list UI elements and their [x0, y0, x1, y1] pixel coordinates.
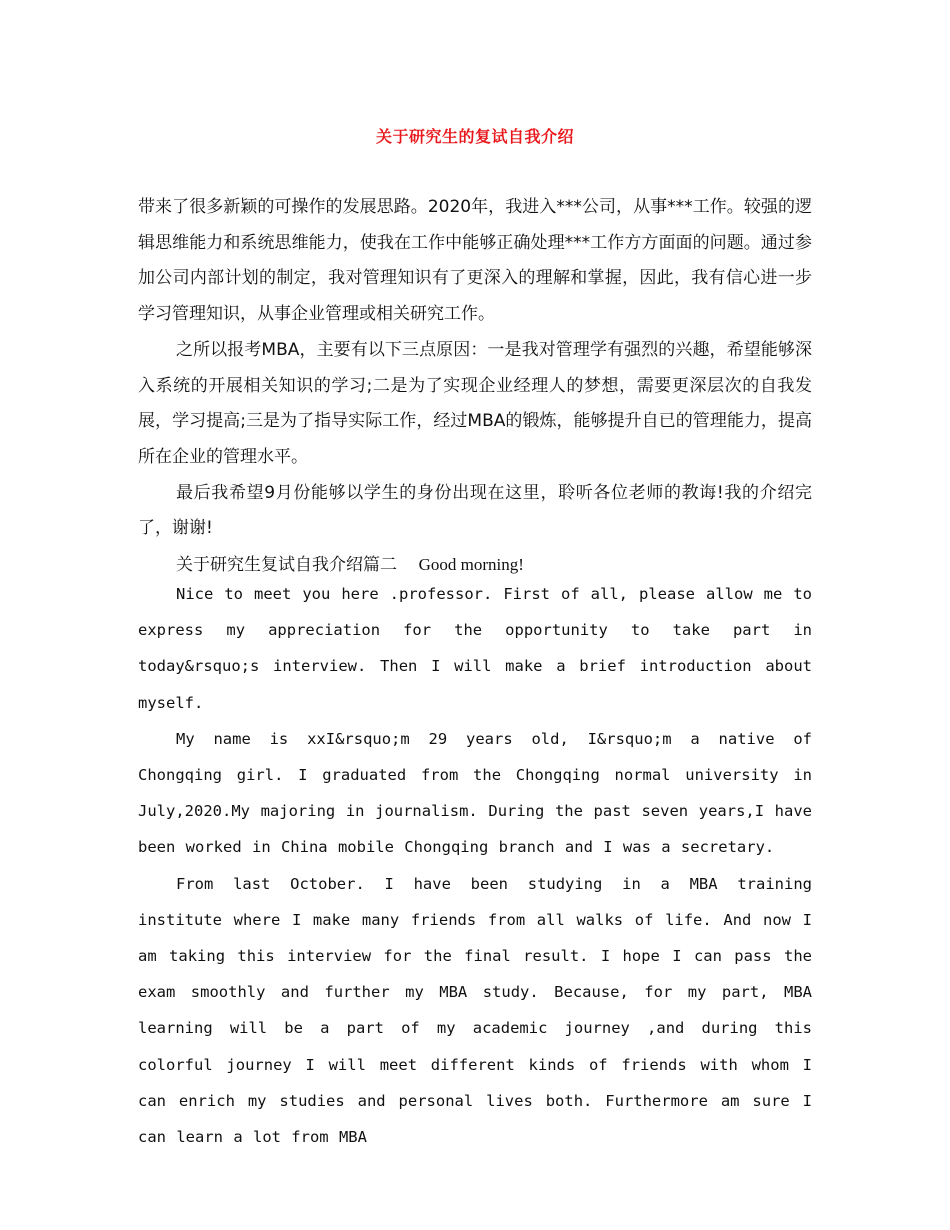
paragraph-zh-1: 带来了很多新颖的可操作的发展思路。2020年，我进入***公司，从事***工作。较强的逻辑思维能力和系统思维能力，使我在工作中能够正确处理***工作方方面面的问题。通过参加公司内部计划的制定，我对管理知识有了更深入的理解和掌握，因此，我有信心进一步学习管理知识，从事企业管理或相关研究工作。	[138, 197, 812, 325]
paragraph-zh-3: 最后我希望9月份能够以学生的身份出现在这里，聆听各位老师的教诲!我的介绍完了，谢谢!	[138, 482, 812, 539]
paragraph-en-1: Nice to meet you here .professor. First of all, please allow me to express my appreciation for the opportunity to take part in today&rsquo;s interview. Then I will make a brief introduction about myself.	[138, 585, 812, 712]
paragraph-zh-2: 之所以报考MBA，主要有以下三点原因：一是我对管理学有强烈的兴趣，希望能够深入系统的开展相关知识的学习;二是为了实现企业经理人的梦想，需要更深层次的自我发展，学习提高;三是为了指导实际工作，经过MBA的锻炼，能够提升自已的管理能力，提高所在企业的管理水平。	[138, 339, 812, 467]
english-section	[138, 576, 812, 1155]
document-title: 关于研究生的复试自我介绍	[375, 127, 574, 146]
section2-greeting: Good morning!	[418, 555, 524, 575]
paragraph-en-2: My name is xxI&rsquo;m 29 years old, I&rsquo;m a native of Chongqing girl. I graduated from the Chongqing normal university in July,2020.My majoring in journalism. During the past seven years,I have been worked in China mobile Chongqing branch and I was a secretary.	[138, 729, 812, 857]
section2-heading: 关于研究生复试自我介绍篇二	[176, 555, 397, 576]
paragraph-en-3: From last October. I have been studying in a MBA training institute where I make many friends from all walks of life. And now I am taking this interview for the final result. I hope I can pass the exam smoothly and further my MBA study. Because, for my part, MBA learning will be a part of my academic journey ,and during this colorful journey I will meet different kinds of friends with whom I can enrich my studies and personal lives both. Furthermore am sure I can learn a lot from MBA	[138, 874, 812, 1147]
chinese-section	[138, 190, 812, 583]
